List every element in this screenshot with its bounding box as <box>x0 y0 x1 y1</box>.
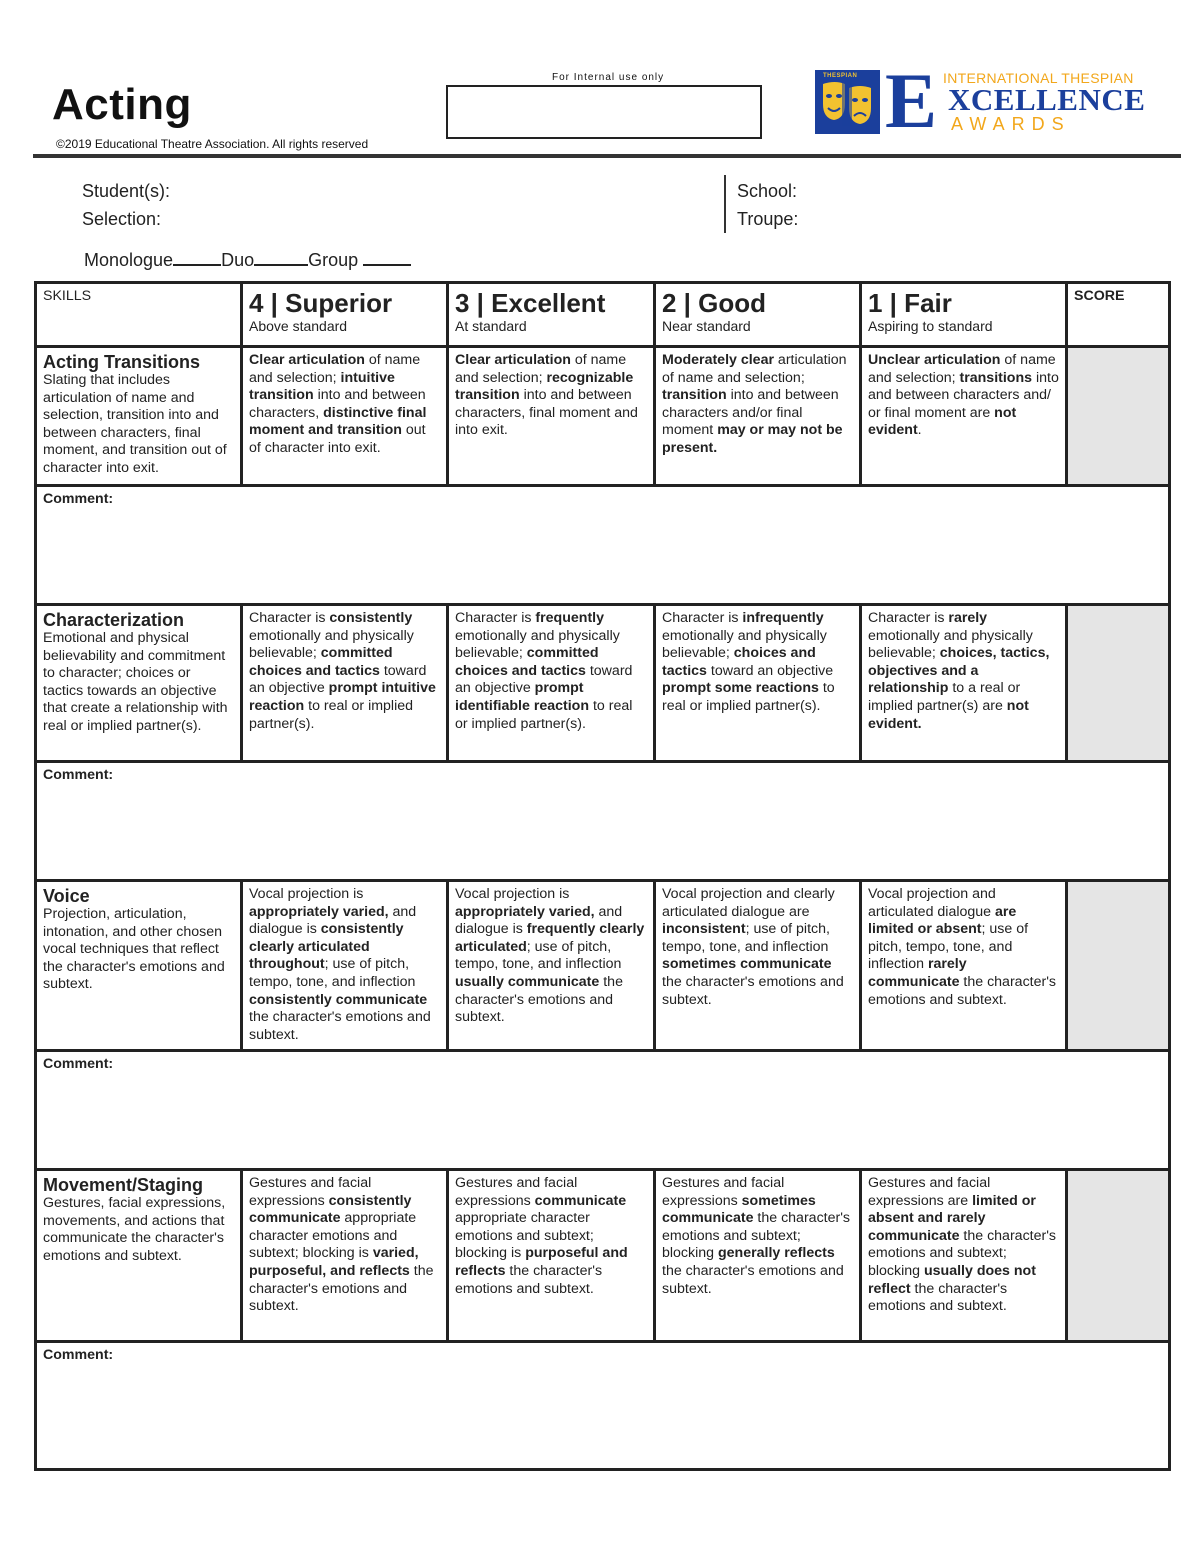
acting-rubric-table <box>34 281 1171 1471</box>
logo-line-1: INTERNATIONAL THESPIAN <box>943 70 1134 86</box>
criteria-emphasis: sometimes communicate <box>662 956 832 973</box>
criteria-text: toward an objective <box>706 662 834 679</box>
criteria-cell <box>242 1170 448 1342</box>
criteria-text: into and between characters and/or final moment <box>662 387 839 439</box>
criteria-emphasis: prompt identifiable reaction <box>455 680 590 714</box>
score-input-cell[interactable] <box>1067 1170 1170 1342</box>
criteria-emphasis: sometimes communicate <box>662 1192 816 1227</box>
comment-row <box>36 486 1170 605</box>
criteria-text: Character is <box>868 610 949 626</box>
rubric-header-row <box>36 283 1170 347</box>
criteria-text: Character is <box>662 610 743 626</box>
level-title: 1 | Fair <box>868 288 952 318</box>
criteria-text: the character's emotions and subtext. <box>662 1262 844 1297</box>
criteria-emphasis: limited or absent and rarely communicate <box>868 1192 1036 1244</box>
rubric-skill-row <box>36 1170 1170 1342</box>
skill-cell <box>36 1170 242 1342</box>
logo-line-2: XCELLENCE <box>948 82 1146 117</box>
criteria-cell <box>655 881 861 1051</box>
criteria-cell <box>242 881 448 1051</box>
comment-row <box>36 1051 1170 1170</box>
criteria-cell <box>448 881 655 1051</box>
criteria-text: Gestures and facial expressions <box>455 1175 578 1209</box>
rubric-skill-row <box>36 881 1170 1051</box>
criteria-emphasis: recognizable transition <box>455 369 634 404</box>
criteria-text: the character's emotions and subtext. <box>455 1262 603 1297</box>
criteria-cell <box>242 605 448 762</box>
criteria-emphasis: usually communicate <box>455 973 600 990</box>
criteria-text: Character is <box>249 610 330 626</box>
level-title: 2 | Good <box>662 288 767 318</box>
criteria-emphasis: appropriately varied, <box>249 903 389 920</box>
level-title: 4 | Superior <box>249 288 393 318</box>
criteria-emphasis: rarely communicate <box>868 956 967 990</box>
rubric-skill-row <box>36 347 1170 486</box>
criteria-emphasis: not evident <box>868 404 1017 439</box>
criteria-cell <box>655 347 861 486</box>
criteria-text: articulation of name and selection; <box>662 352 847 386</box>
criteria-text: the character's emotions and subtext. <box>662 973 844 1008</box>
criteria-text: to real or implied partner(s). <box>662 680 835 714</box>
header-divider <box>33 154 1181 158</box>
internal-use-box[interactable] <box>446 85 762 139</box>
criteria-cell <box>861 347 1067 486</box>
criteria-text: Character is <box>455 610 536 626</box>
rubric-skill-row <box>36 605 1170 762</box>
criteria-emphasis: committed choices and tactics <box>249 645 393 679</box>
duo-label: Duo <box>221 250 255 270</box>
criteria-emphasis: Clear articulation <box>249 352 365 368</box>
criteria-text: to real or implied partner(s). <box>455 697 633 732</box>
criteria-emphasis: varied, purposeful, and reflects <box>249 1245 419 1279</box>
criteria-emphasis: transitions <box>959 369 1033 386</box>
school-label: School: <box>737 181 798 201</box>
criteria-text: ; use of pitch, tempo, tone, and inflection <box>249 956 416 990</box>
criteria-text: emotionally and physically believable; <box>662 627 827 662</box>
level-title: 3 | Excellent <box>455 288 606 318</box>
monologue-blank[interactable] <box>173 252 221 266</box>
criteria-emphasis: choices and tactics <box>662 645 816 679</box>
criteria-text: into and between characters, <box>249 387 426 421</box>
skill-description: Emotional and physical believability and commitment to character; choices or tactics towards an objective that create a relationship with real or implied partner(s). <box>43 630 228 734</box>
criteria-emphasis: Moderately clear <box>662 352 774 368</box>
criteria-text: Vocal projection and clearly articulated dialogue are <box>662 886 835 920</box>
comment-field[interactable] <box>36 1051 1170 1170</box>
skill-description: Slating that includes articulation of name and selection, transition into and between characters, final moment, and transition out of character into exit. <box>43 372 227 476</box>
criteria-text: out of character into exit. <box>249 422 426 456</box>
criteria-emphasis: are limited or absent <box>868 903 1017 938</box>
criteria-emphasis: inconsistent <box>662 921 746 938</box>
criteria-emphasis: communicate <box>534 1192 627 1209</box>
criteria-emphasis: usually does not reflect <box>868 1262 1036 1297</box>
criteria-text: Vocal projection is <box>249 886 364 902</box>
comment-field[interactable] <box>36 1342 1170 1470</box>
criteria-cell <box>242 347 448 486</box>
criteria-emphasis: consistently <box>329 610 413 626</box>
criteria-emphasis: transition <box>662 387 727 404</box>
theatre-masks-icon <box>815 70 880 134</box>
criteria-text: appropriate character emotions and subtext; blocking is <box>249 1210 417 1262</box>
skill-title: Characterization <box>43 610 185 630</box>
criteria-text: emotionally and physically believable; <box>249 627 414 662</box>
criteria-emphasis: Clear articulation <box>455 352 571 368</box>
thespian-awards-logo <box>815 57 1150 144</box>
skill-cell <box>36 605 242 762</box>
skill-cell <box>36 881 242 1051</box>
criteria-text: Gestures and facial expressions <box>662 1175 785 1209</box>
skill-description: Projection, articulation, intonation, and other chosen vocal techniques that reflect the character's emotions and subtext. <box>43 906 225 993</box>
criteria-emphasis: may or may not be present. <box>662 422 843 456</box>
comment-field[interactable] <box>36 486 1170 605</box>
criteria-cell <box>861 1170 1067 1342</box>
skill-title: Voice <box>43 886 90 906</box>
score-input-cell[interactable] <box>1067 347 1170 486</box>
comment-row <box>36 1342 1170 1470</box>
criteria-text: the character's emotions and subtext. <box>455 973 623 1026</box>
comment-label: Comment: <box>43 767 114 783</box>
criteria-emphasis: intuitive transition <box>249 369 395 404</box>
criteria-text: to a real or implied partner(s) are <box>868 680 1021 714</box>
criteria-cell <box>861 605 1067 762</box>
troupe-label: Troupe: <box>737 209 799 229</box>
score-input-cell[interactable] <box>1067 881 1170 1051</box>
level-subtitle: Near standard <box>662 318 751 334</box>
criteria-emphasis: appropriately varied, <box>455 903 595 920</box>
skill-description: Gestures, facial expressions, movements, and actions that communicate the character's emotions and subtext. <box>43 1195 226 1264</box>
criteria-text: the character's emotions and subtext; blocking <box>868 1227 1057 1279</box>
criteria-text: the character's emotions and subtext. <box>249 1009 431 1043</box>
students-label: Student(s): <box>82 181 171 201</box>
criteria-text: of name and selection; <box>249 352 421 386</box>
criteria-emphasis: prompt intuitive reaction <box>249 680 436 714</box>
group-blank[interactable] <box>363 252 411 266</box>
level-header-fair <box>861 283 1067 347</box>
criteria-cell <box>448 1170 655 1342</box>
criteria-emphasis: generally reflects <box>718 1245 835 1262</box>
monologue-label: Monologue <box>84 250 174 270</box>
criteria-text: into and between characters and/ or final moment are <box>868 369 1059 421</box>
criteria-emphasis: infrequently <box>742 610 824 626</box>
logo-big-letter: E <box>885 57 938 144</box>
selection-label: Selection: <box>82 209 162 229</box>
group-label: Group <box>308 250 359 270</box>
criteria-emphasis: consistently communicate <box>249 1192 412 1227</box>
criteria-text: toward an objective <box>455 662 633 697</box>
score-header: SCORE <box>1067 283 1170 347</box>
criteria-cell <box>861 881 1067 1051</box>
criteria-cell <box>448 605 655 762</box>
criteria-emphasis: Unclear articulation <box>868 352 1001 368</box>
level-subtitle: Above standard <box>249 318 348 334</box>
level-subtitle: Aspiring to standard <box>868 318 993 334</box>
criteria-text: Gestures and facial expressions <box>249 1175 372 1209</box>
criteria-text: the character's emotions and subtext; blocking <box>662 1210 851 1262</box>
criteria-text: ; use of pitch, tempo, tone, and inflection <box>455 938 622 973</box>
criteria-text: Vocal projection and articulated dialogue <box>868 886 996 920</box>
criteria-text: ; use of pitch, tempo, tone, and inflection <box>868 921 1029 973</box>
criteria-emphasis: not evident. <box>868 697 1029 732</box>
criteria-emphasis: distinctive final moment and transition <box>249 404 427 439</box>
criteria-text: appropriate character emotions and subtext; blocking is <box>455 1210 594 1262</box>
criteria-text: . <box>917 422 922 439</box>
level-header-good <box>655 283 861 347</box>
criteria-cell <box>655 605 861 762</box>
score-input-cell[interactable] <box>1067 605 1170 762</box>
criteria-text: of name and selection; <box>868 352 1056 386</box>
duo-blank[interactable] <box>254 252 308 266</box>
criteria-text: into and between characters, final moment and into exit. <box>455 387 638 439</box>
level-subtitle: At standard <box>455 318 527 334</box>
performance-type-line <box>84 250 411 271</box>
page-title: Acting <box>52 80 192 129</box>
criteria-text: Vocal projection is <box>455 886 570 902</box>
criteria-text: toward an objective <box>249 662 427 697</box>
criteria-emphasis: choices, tactics, objectives and a relationship <box>868 645 1050 697</box>
criteria-emphasis: frequently clearly articulated <box>455 921 645 955</box>
comment-field[interactable] <box>36 762 1170 881</box>
comment-label: Comment: <box>43 491 114 507</box>
criteria-text: the character's emotions and subtext. <box>868 973 1057 1008</box>
criteria-emphasis: committed choices and tactics <box>455 645 599 679</box>
comment-row <box>36 762 1170 881</box>
criteria-text: Gestures and facial expressions are <box>868 1175 991 1209</box>
criteria-text: and dialogue is <box>249 903 417 938</box>
criteria-emphasis: prompt some reactions <box>662 680 819 697</box>
criteria-text: to real or implied partner(s). <box>249 697 414 732</box>
skills-header: SKILLS <box>36 283 242 347</box>
level-header-excellent <box>448 283 655 347</box>
criteria-emphasis: consistently clearly articulated throughout <box>249 921 404 973</box>
skill-cell <box>36 347 242 486</box>
level-header-superior <box>242 283 448 347</box>
logo-line-3: AWARDS <box>951 114 1071 134</box>
criteria-text: emotionally and physically believable; <box>868 627 1033 662</box>
comment-label: Comment: <box>43 1056 114 1072</box>
criteria-emphasis: consistently communicate <box>249 991 428 1008</box>
skill-title: Acting Transitions <box>43 352 201 372</box>
criteria-text: and dialogue is <box>455 903 623 938</box>
criteria-text: ; use of pitch, tempo, tone, and inflection <box>662 921 830 955</box>
criteria-emphasis: rarely <box>948 610 988 626</box>
internal-use-label: For Internal use only <box>552 72 665 83</box>
criteria-text: the character's emotions and subtext. <box>868 1280 1008 1315</box>
criteria-cell <box>655 1170 861 1342</box>
criteria-emphasis: frequently <box>535 610 605 626</box>
info-divider <box>724 175 726 233</box>
comment-label: Comment: <box>43 1347 114 1363</box>
criteria-text: the character's emotions and subtext. <box>249 1262 434 1315</box>
criteria-emphasis: purposeful and reflects <box>455 1245 628 1279</box>
skill-title: Movement/Staging <box>43 1175 204 1195</box>
logo-mask-label: THESPIAN <box>823 73 858 79</box>
criteria-text: emotionally and physically believable; <box>455 627 620 662</box>
criteria-cell <box>448 347 655 486</box>
criteria-text: of name and selection; <box>455 352 627 386</box>
copyright-notice: ©2019 Educational Theatre Association. All rights reserved <box>56 137 369 151</box>
